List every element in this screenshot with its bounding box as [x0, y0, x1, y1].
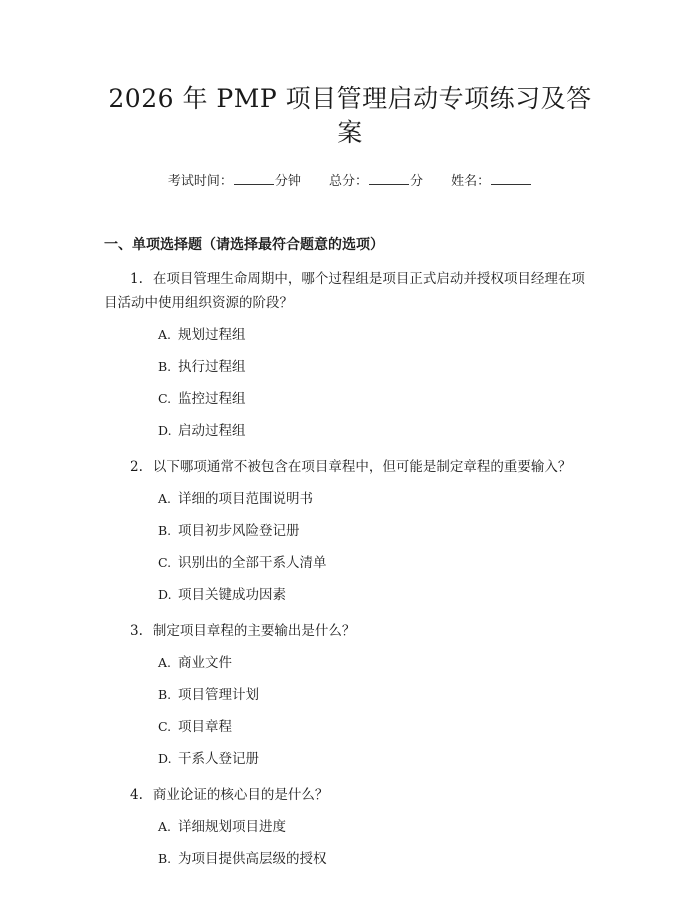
option-text: 项目关键成功因素	[178, 587, 286, 603]
option-text: 启动过程组	[178, 423, 246, 439]
question-number: 2.	[130, 459, 143, 475]
option-text: 项目管理计划	[178, 687, 259, 703]
exam-time-field	[168, 174, 305, 189]
option-letter: A.	[158, 655, 172, 670]
option-letter: C.	[158, 555, 172, 570]
option-1d[interactable]	[104, 419, 596, 443]
option-1a[interactable]	[104, 323, 596, 347]
total-score-label: 总分：	[328, 174, 368, 189]
option-4a[interactable]	[104, 815, 596, 839]
total-score-blank[interactable]	[369, 172, 409, 185]
question-text: 制定项目章程的主要输出是什么？	[152, 623, 356, 639]
option-1b[interactable]	[104, 355, 596, 379]
option-text: 项目初步风险登记册	[178, 523, 300, 539]
question-1	[104, 267, 596, 315]
name-blank[interactable]	[491, 172, 531, 185]
option-letter: C.	[158, 391, 172, 406]
question-text: 在项目管理生命周期中，哪个过程组是项目正式启动并授权项目经理在项目活动中使用组织资源的阶段？	[104, 271, 585, 311]
question-2	[104, 455, 596, 479]
question-number: 3.	[130, 623, 143, 639]
exam-time-label: 考试时间：	[167, 174, 233, 189]
exam-time-unit: 分钟	[274, 174, 301, 189]
option-text: 详细规划项目进度	[178, 819, 286, 835]
question-number: 1.	[130, 271, 143, 287]
option-2d[interactable]	[104, 583, 596, 607]
option-2b[interactable]	[104, 519, 596, 543]
question-text: 以下哪项通常不被包含在项目章程中，但可能是制定章程的重要输入？	[152, 459, 572, 475]
option-2a[interactable]	[104, 487, 596, 511]
exam-time-blank[interactable]	[234, 172, 274, 185]
question-number: 4.	[130, 787, 143, 803]
page-title: 2026 年 PMP 项目管理启动专项练习及答案	[108, 84, 592, 147]
option-letter: A.	[158, 819, 172, 834]
question-4	[104, 783, 596, 807]
option-2c[interactable]	[104, 551, 596, 575]
option-text: 监控过程组	[178, 391, 246, 407]
total-score-unit: 分	[410, 174, 424, 189]
option-3b[interactable]	[104, 683, 596, 707]
option-letter: D.	[158, 423, 172, 438]
option-text: 干系人登记册	[178, 751, 259, 767]
question-text: 商业论证的核心目的是什么？	[152, 787, 329, 803]
option-4b[interactable]	[104, 847, 596, 871]
option-letter: B.	[158, 523, 172, 538]
option-letter: D.	[158, 751, 172, 766]
option-1c[interactable]	[104, 387, 596, 411]
option-letter: A.	[158, 327, 172, 342]
option-letter: B.	[158, 359, 172, 374]
option-letter: C.	[158, 719, 172, 734]
name-field	[451, 174, 532, 189]
option-3a[interactable]	[104, 651, 596, 675]
option-text: 项目章程	[178, 719, 232, 735]
option-3c[interactable]	[104, 715, 596, 739]
option-letter: B.	[158, 687, 172, 702]
option-letter: A.	[158, 491, 172, 506]
option-letter: D.	[158, 587, 172, 602]
question-3	[104, 619, 596, 643]
option-3d[interactable]	[104, 747, 596, 771]
option-text: 执行过程组	[178, 359, 246, 375]
option-text: 识别出的全部干系人清单	[178, 555, 327, 571]
option-text: 详细的项目范围说明书	[178, 491, 313, 507]
option-text: 规划过程组	[178, 327, 246, 343]
name-label: 姓名：	[451, 174, 491, 189]
section-title: 一、单项选择题（请选择最符合题意的选项）	[104, 237, 384, 253]
total-score-field	[329, 174, 427, 189]
exam-meta	[104, 172, 596, 192]
option-text: 商业文件	[178, 655, 232, 671]
option-text: 为项目提供高层级的授权	[178, 851, 327, 867]
option-letter: B.	[158, 851, 172, 866]
